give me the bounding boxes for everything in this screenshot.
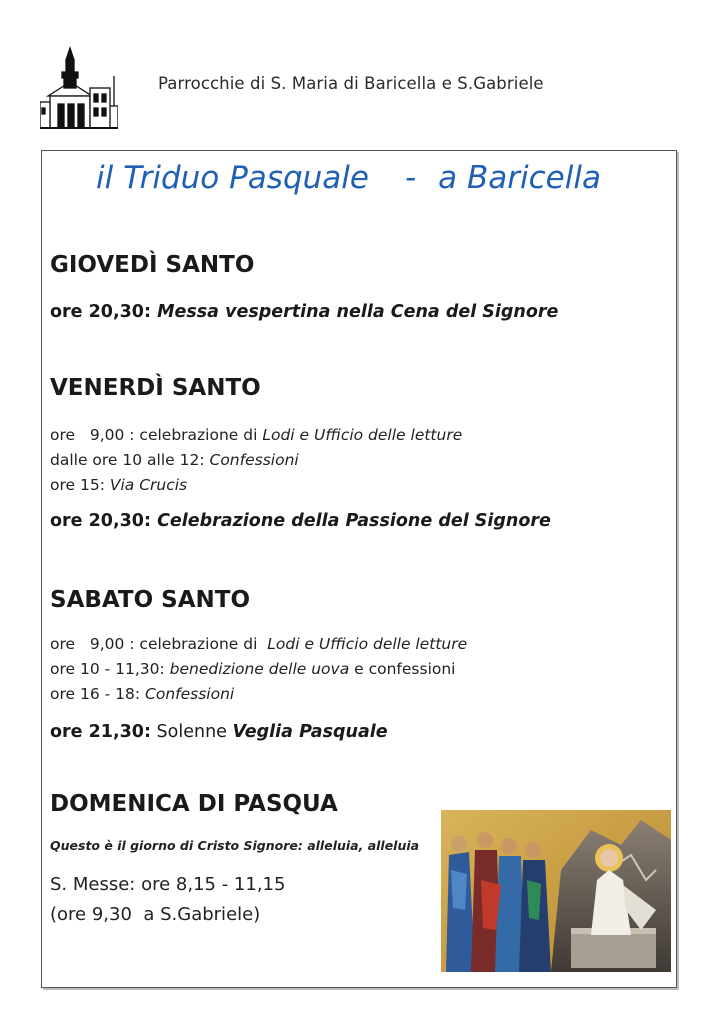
sabato-main-text: Veglia Pasquale <box>232 722 388 742</box>
title-part1: il Triduo Pasquale <box>96 160 369 196</box>
sabato-main-plain: Solenne <box>150 722 233 742</box>
venerdi-item-prefix: ore 9,00 : celebrazione di <box>50 426 263 444</box>
venerdi-item <box>50 451 299 469</box>
venerdi-item-prefix: dalle ore 10 alle 12: <box>50 451 210 469</box>
venerdi-item-italic: Lodi e Ufficio delle letture <box>262 426 463 444</box>
heading-venerdi: VENERDÌ SANTO <box>50 375 261 401</box>
giovedi-main-time: ore 20,30: <box>50 302 151 322</box>
giovedi-main <box>50 302 558 322</box>
venerdi-item <box>50 426 462 444</box>
venerdi-item-italic: Via Crucis <box>109 476 188 494</box>
venerdi-item-italic: Confessioni <box>209 451 299 469</box>
sabato-item-suffix: e confessioni <box>349 660 456 678</box>
sabato-item-prefix: ore 10 - 11,30: <box>50 660 170 678</box>
title-dash: - <box>404 160 417 196</box>
church-icon <box>40 46 118 132</box>
easter-motto: Questo è il giorno di Cristo Signore: alleluia, alleluia <box>50 838 420 853</box>
venerdi-item-prefix: ore 15: <box>50 476 110 494</box>
sabato-item-italic: Confessioni <box>145 685 235 703</box>
venerdi-main <box>50 511 551 531</box>
page-title <box>96 160 601 196</box>
sabato-item <box>50 635 467 653</box>
venerdi-main-time: ore 20,30: <box>50 511 151 531</box>
sabato-item <box>50 685 234 703</box>
sabato-item <box>50 660 456 678</box>
sabato-item-italic: Lodi e Ufficio delle letture <box>267 635 468 653</box>
heading-giovedi: GIOVEDÌ SANTO <box>50 252 255 278</box>
sabato-item-prefix: ore 9,00 : celebrazione di <box>50 635 268 653</box>
venerdi-main-text: Celebrazione della Passione del Signore <box>157 511 551 531</box>
venerdi-item <box>50 476 187 494</box>
sabato-item-italic: benedizione delle uova <box>169 660 350 678</box>
resurrection-painting <box>441 810 671 972</box>
mass-note: (ore 9,30 a S.Gabriele) <box>50 904 261 925</box>
heading-sabato: SABATO SANTO <box>50 587 251 613</box>
title-part2: a Baricella <box>438 160 601 196</box>
sabato-main <box>50 722 388 742</box>
mass-times: S. Messe: ore 8,15 - 11,15 <box>50 874 286 895</box>
sabato-main-time: ore 21,30: <box>50 722 151 742</box>
sabato-item-prefix: ore 16 - 18: <box>50 685 146 703</box>
parish-header: Parrocchie di S. Maria di Baricella e S.Gabriele <box>158 74 544 93</box>
heading-domenica: DOMENICA DI PASQUA <box>50 791 338 817</box>
giovedi-main-text: Messa vespertina nella Cena del Signore <box>157 302 559 322</box>
